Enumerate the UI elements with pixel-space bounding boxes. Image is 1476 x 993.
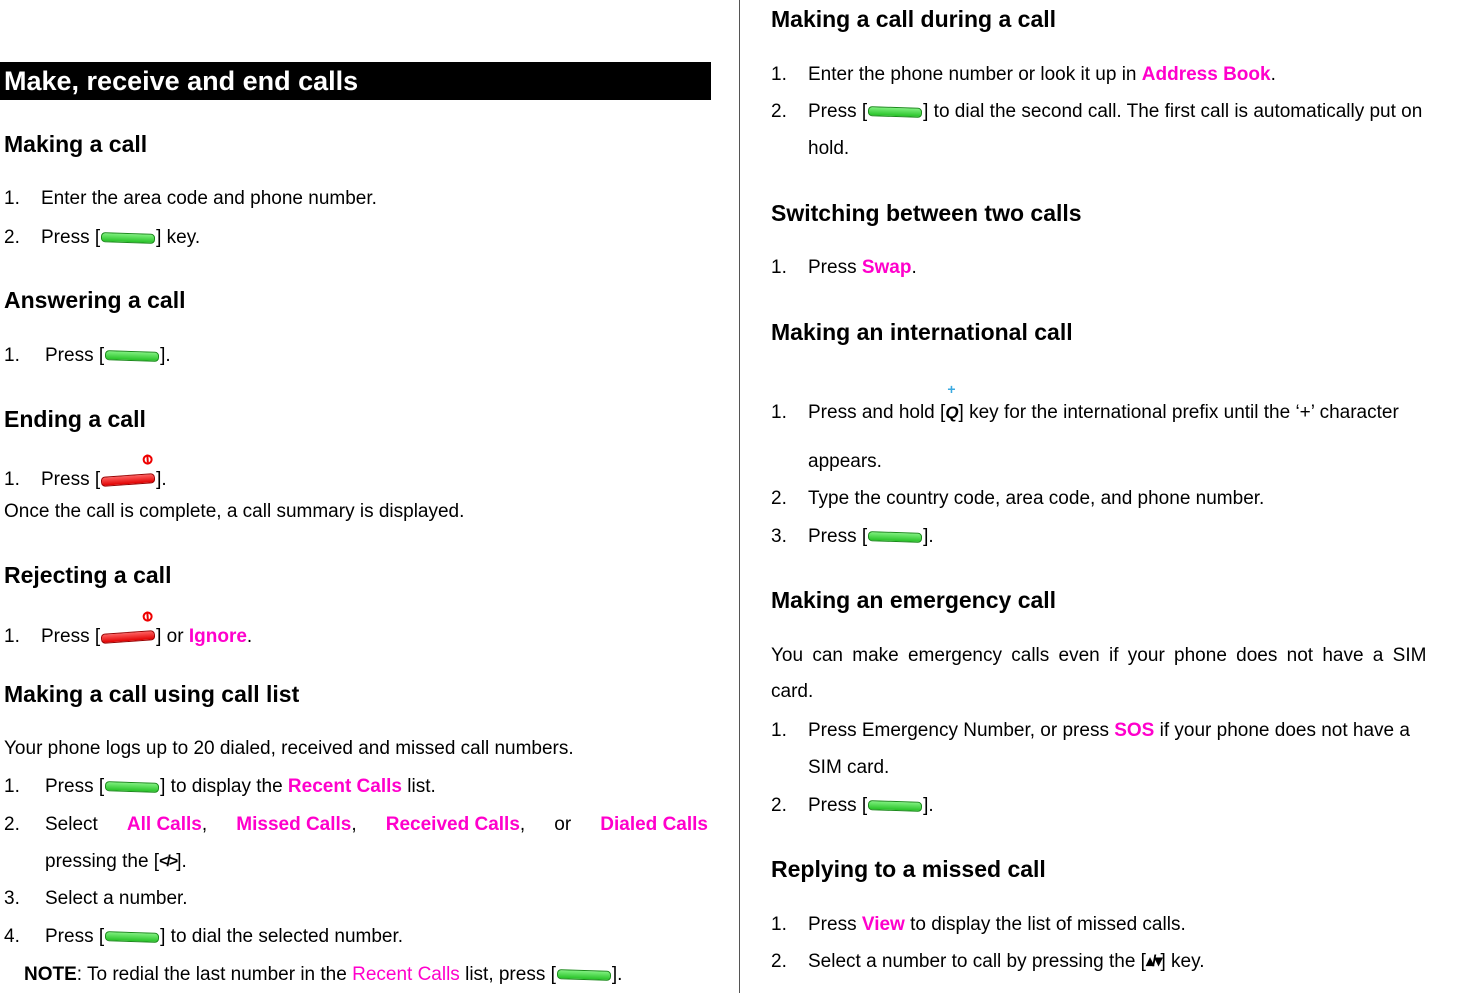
heading-ending-call: Ending a call: [4, 406, 146, 432]
all-calls-option: All Calls: [126, 814, 202, 835]
send-key-icon: [105, 781, 159, 793]
end-key-icon: [101, 630, 156, 644]
heading-international-call: Making an international call: [771, 319, 1073, 345]
q-plus-key-icon: + Q: [945, 381, 959, 422]
heading-call-list: Making a call using call list: [4, 681, 300, 707]
list-item: 1. Press and hold [ + Q] key for the international prefix until the ‘+’ character appears.: [771, 381, 1399, 472]
missed-calls-option: Missed Calls: [236, 814, 352, 835]
received-calls-option: Received Calls: [385, 814, 520, 835]
send-key-icon: [868, 800, 922, 812]
left-right-nav-key-icon: </>: [159, 853, 177, 870]
send-key-icon: [101, 232, 155, 244]
ignore-option: Ignore: [188, 626, 247, 647]
page-banner-title: Make, receive and end calls: [0, 62, 711, 100]
heading-rejecting-call: Rejecting a call: [4, 562, 172, 588]
list-item: 1. Press [ ].: [4, 345, 171, 366]
column-divider: [739, 0, 740, 993]
list-item: 1. Press Emergency Number, or press SOS if your phone does not have a SIM card.: [771, 720, 1410, 778]
heading-missed-call: Replying to a missed call: [771, 856, 1046, 882]
heading-switching-calls: Switching between two calls: [771, 200, 1082, 226]
list-item: 1. Press [ ] or Ignore.: [4, 626, 20, 648]
list-item: 2. Press [ ].: [771, 795, 934, 816]
emergency-intro-cont: card.: [771, 681, 814, 702]
call-list-intro: Your phone logs up to 20 dialed, received and missed call numbers.: [4, 738, 574, 759]
send-key-icon: [105, 350, 159, 362]
list-item: 1. Press View to display the list of missed calls.: [771, 914, 1186, 935]
address-book-option: Address Book: [1141, 64, 1271, 85]
send-key-icon: [105, 931, 159, 943]
list-item: 3. Select a number.: [4, 888, 188, 909]
recent-calls-option: Recent Calls: [287, 776, 402, 797]
heading-answering-call: Answering a call: [4, 287, 186, 313]
heading-emergency-call: Making an emergency call: [771, 587, 1057, 613]
list-item: 2. Select a number to call by pressing the [▴/▾] key.: [771, 951, 1205, 973]
list-item: 1. Press Swap.: [771, 257, 917, 278]
dialed-calls-option: Dialed Calls: [600, 814, 708, 835]
redial-note: NOTE: To redial the last number in the Recent Calls list, press [ ].: [24, 964, 623, 985]
list-item: 1. Enter the phone number or look it up in Address Book.: [771, 64, 1276, 85]
list-item: 3. Press [ ].: [771, 526, 934, 547]
list-item: 1. Press [ ].: [4, 469, 20, 491]
send-key-icon: [868, 531, 922, 543]
list-item: 2. Type the country code, area code, and phone number.: [771, 488, 1265, 509]
heading-making-call: Making a call: [4, 131, 148, 157]
list-item: 4. Press [ ] to dial the selected number.: [4, 926, 404, 947]
swap-option: Swap: [861, 257, 912, 278]
list-item: 2. Select All Calls, Missed Calls, Received Calls, or Dialed Calls pressing the [</>].: [4, 814, 708, 873]
end-key-icon: [101, 473, 156, 487]
recent-calls-link: Recent Calls: [352, 964, 460, 985]
up-down-nav-key-icon: ▴/▾: [1145, 953, 1161, 970]
send-key-icon: [868, 106, 922, 118]
emergency-intro: You can make emergency calls even if your phone does not have a SIM: [771, 645, 1427, 666]
list-item: 2. Press [ ] key.: [4, 227, 201, 248]
list-item: 1. Press [ ] to display the Recent Calls list.: [4, 776, 436, 797]
list-item: 1. Enter the area code and phone number.: [4, 188, 377, 209]
view-option: View: [861, 914, 905, 935]
send-key-icon: [557, 969, 611, 981]
ending-note: Once the call is complete, a call summary is displayed.: [4, 501, 465, 522]
list-item: 2. Press [ ] to dial the second call. The first call is automatically put on hold.: [771, 101, 1423, 159]
sos-option: SOS: [1114, 720, 1155, 741]
heading-call-during-call: Making a call during a call: [771, 6, 1057, 32]
